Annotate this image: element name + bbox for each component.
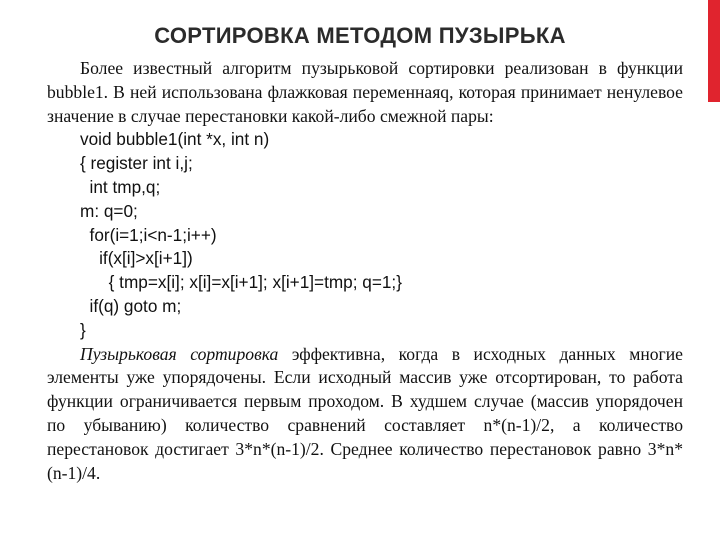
code-line: void bubble1(int *x, int n) <box>80 129 270 150</box>
code-line: { tmp=x[i]; x[i]=x[i+1]; x[i+1]=tmp; q=1;} <box>80 272 402 293</box>
code-line: if(q) goto m; <box>80 295 182 316</box>
bubble-sort-term: Пузырьковая сортировка <box>80 343 279 364</box>
code-line: } <box>80 319 86 340</box>
accent-bar <box>708 0 720 102</box>
conclusion-text: эффективна, когда в исходных данных многие элементы уже упорядочены. Если исходный массив уже отсортирован, то работа функции ограничивается первым проходом. В худшем случае (массив упорядочен по убыванию) количество сравнений составляет n*(n-1)/2, а количество перестановок достигает 3*n*(n-1)/2. Среднее количество перестановок равно 3*n*(n-1)/4. <box>47 343 683 483</box>
code-line: int tmp,q; <box>80 176 161 197</box>
code-line: m: q=0; <box>80 200 138 221</box>
conclusion-paragraph <box>47 343 683 486</box>
code-line: { register int i,j; <box>80 153 193 174</box>
slide-content <box>47 57 683 485</box>
code-line: for(i=1;i<n-1;i++) <box>80 224 217 245</box>
code-line: if(x[i]>x[i+1]) <box>80 248 193 269</box>
slide-title: СОРТИРОВКА МЕТОДОМ ПУЗЫРЬКА <box>154 23 566 48</box>
intro-paragraph: Более известный алгоритм пузырьковой сортировки реализован в функции bubble1. В ней использована флажковая переменнаяq, которая принимает ненулевое значение в случае перестановки какой-либо смежной пары: <box>47 58 683 126</box>
code-block <box>47 128 683 342</box>
